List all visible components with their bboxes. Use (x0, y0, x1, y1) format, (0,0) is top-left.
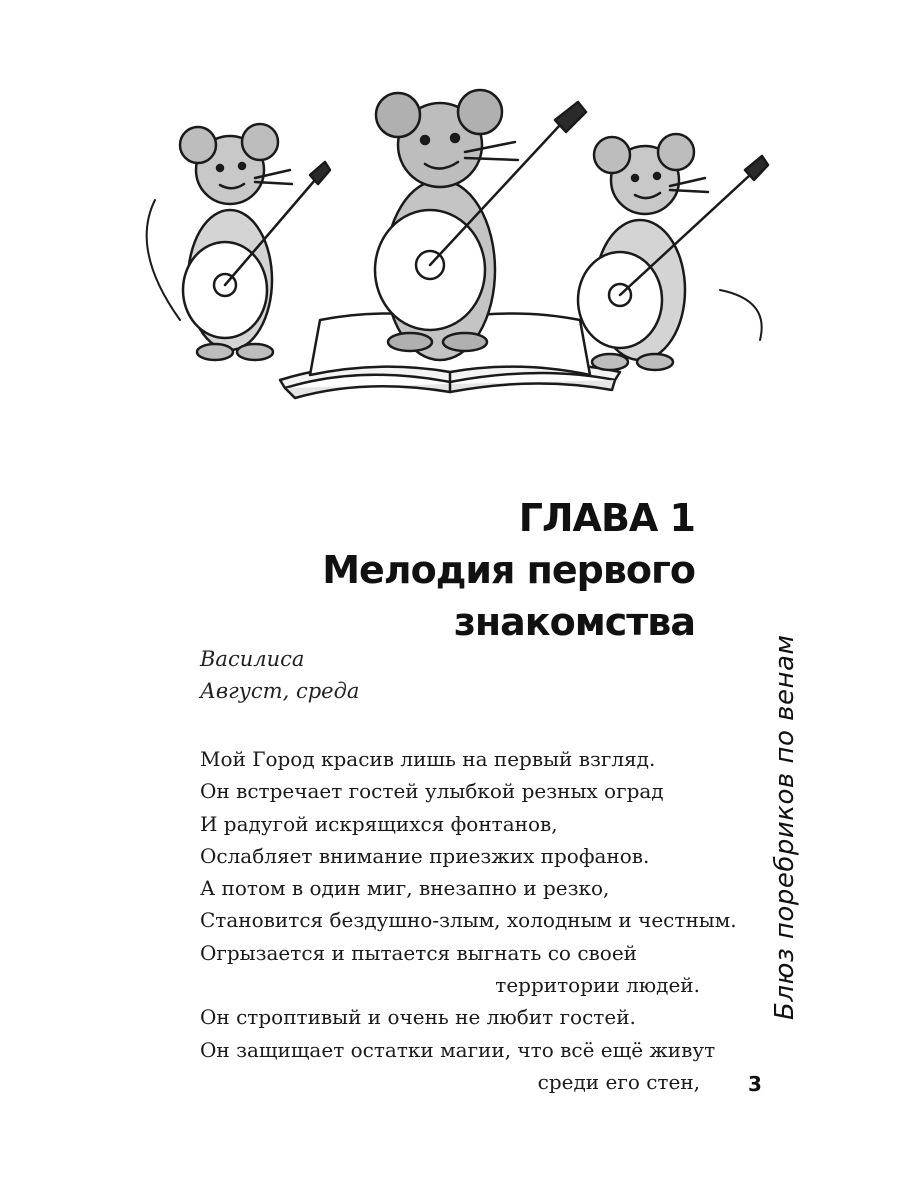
entry-author: Василиса (200, 647, 305, 671)
entry-meta (200, 643, 359, 707)
poem-line: Он встречает гостей улыбкой резных оград (200, 779, 664, 804)
poem-line: Ослабляет внимание приезжих профанов. (200, 843, 650, 868)
chapter-title-line-1: Мелодия первого (322, 548, 695, 592)
chapter-heading (275, 492, 695, 648)
chapter-number: ГЛАВА 1 (518, 496, 695, 540)
poem-line: Он защищает остатки магии, что всё ещё живут (200, 1037, 716, 1062)
poem-line: А потом в один миг, внезапно и резко, (200, 876, 610, 901)
chapter-title-line-2: знакомства (453, 600, 695, 644)
book-title-vertical: Блюз поребриков по венам (770, 634, 800, 1020)
illustration-icon (120, 80, 800, 440)
poem-line: территории людей. (495, 973, 700, 998)
poem-text (200, 743, 737, 1098)
mice-guitars-illustration (120, 80, 800, 440)
poem-line: среди его стен, (537, 1069, 700, 1094)
poem-line: Мой Город красив лишь на первый взгляд. (200, 747, 656, 771)
page-number: 3 (748, 1072, 762, 1096)
poem-line: Становится бездушно-злым, холодным и честным. (200, 908, 737, 933)
poem-line: Огрызается и пытается выгнать со своей (200, 940, 637, 965)
poem-line: Он строптивый и очень не любит гостей. (200, 1005, 636, 1030)
poem-line: И радугой искрящихся фонтанов, (200, 811, 558, 836)
entry-date: Август, среда (200, 679, 360, 703)
